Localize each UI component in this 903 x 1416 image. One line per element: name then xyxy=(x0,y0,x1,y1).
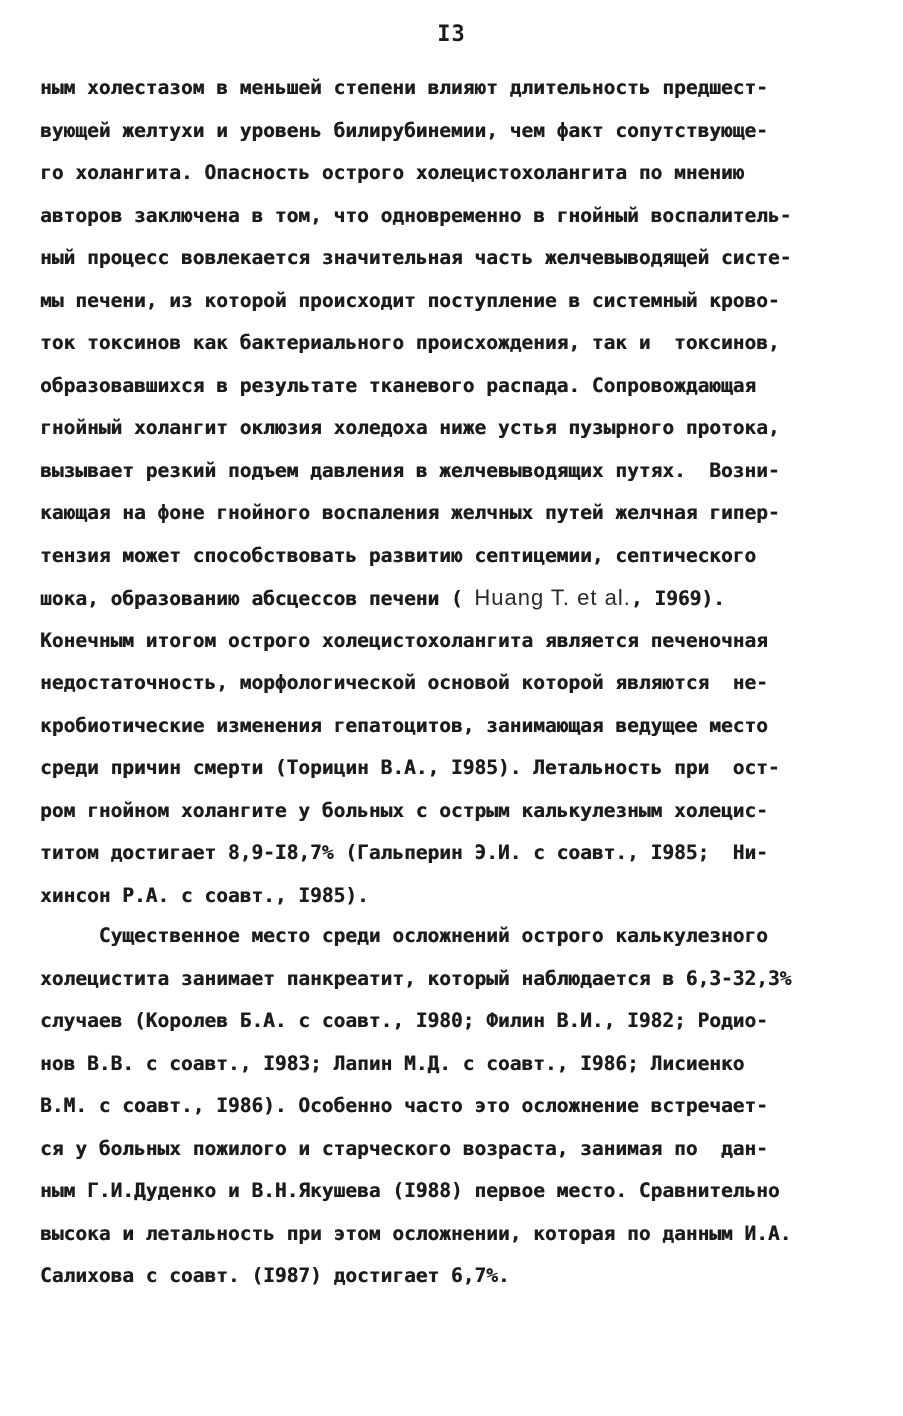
text-line: образовавшихся в результате тканевого распада. Сопровождающая xyxy=(40,373,757,397)
text-line: мы печени, из которой происходит поступление в системный крово- xyxy=(40,288,780,312)
text-line: недостаточность, морфологической основой которой являются не- xyxy=(40,671,768,694)
text-line-start: шока, образованию абсцессов печени ( xyxy=(40,587,463,610)
text-line-with-citation xyxy=(40,577,870,620)
paragraph-1 xyxy=(40,67,870,917)
text-line: ным Г.И.Дуденко и В.Н.Якушева (I988) первое место. Сравнительно xyxy=(40,1179,780,1202)
text-line: нов В.В. с соавт., I983; Лапин М.Д. с соавт., I986; Лисиенко xyxy=(40,1051,745,1075)
text-line: высока и летальность при этом осложнении, которая по данным И.А. xyxy=(40,1221,792,1245)
text-line: холецистита занимает панкреатит, который наблюдается в 6,3-32,3% xyxy=(40,966,792,990)
text-line: гнойный холангит оклюзия холедоха ниже устья пузырного протока, xyxy=(40,416,780,439)
page-number: I3 xyxy=(437,22,466,47)
text-line: авторов заключена в том, что одновременно в гнойный воспалитель- xyxy=(40,203,792,227)
text-line: ным холестазом в меньшей степени влияют длительность предшест- xyxy=(40,76,768,99)
text-line: вызывает резкий подъем давления в желчевыводящих путях. Возни- xyxy=(40,458,780,482)
text-line: вующей желтухи и уровень билирубинемии, чем факт сопутствующе- xyxy=(40,118,768,142)
paragraph-2 xyxy=(40,915,870,1298)
text-line: го холангита. Опасность острого холецистохолангита по мнению xyxy=(40,161,745,184)
text-line: В.М. с соавт., I986). Особенно часто это осложнение встречает- xyxy=(40,1094,768,1117)
text-line: Конечным итогом острого холецистохолангита является печеночная xyxy=(40,628,768,652)
text-line: хинсон Р.А. с соавт., I985). xyxy=(40,883,369,907)
text-line: Существенное место среди осложнений острого калькулезного xyxy=(40,924,768,947)
text-line: ром гнойном холангите у больных с острым калькулезным холецис- xyxy=(40,798,768,822)
text-line: тензия может способствовать развитию септицемии, септического xyxy=(40,543,757,567)
text-line: случаев (Королев Б.А. с соавт., I980; Филин В.И., I982; Родио- xyxy=(40,1009,768,1032)
text-line: среди причин смерти (Торицин В.А., I985). Летальность при ост- xyxy=(40,756,780,779)
citation-year: , I969). xyxy=(630,587,725,610)
text-line: кробиотические изменения гепатоцитов, занимающая ведущее место xyxy=(40,713,768,737)
text-line: ся у больных пожилого и старческого возраста, занимая по дан- xyxy=(40,1136,768,1160)
text-line: ный процесс вовлекается значительная часть желчевыводящей систе- xyxy=(40,246,792,269)
text-line: титом достигает 8,9-I8,7% (Гальперин Э.И. с соавт., I985; Ни- xyxy=(40,841,768,864)
text-line: Салихова с соавт. (I987) достигает 6,7%. xyxy=(40,1264,510,1287)
handwritten-citation: Huang T. et al. xyxy=(474,585,631,610)
text-line: кающая на фоне гнойного воспаления желчных путей желчная гипер- xyxy=(40,501,780,524)
text-line: ток токсинов как бактериального происхождения, так и токсинов, xyxy=(40,331,780,354)
